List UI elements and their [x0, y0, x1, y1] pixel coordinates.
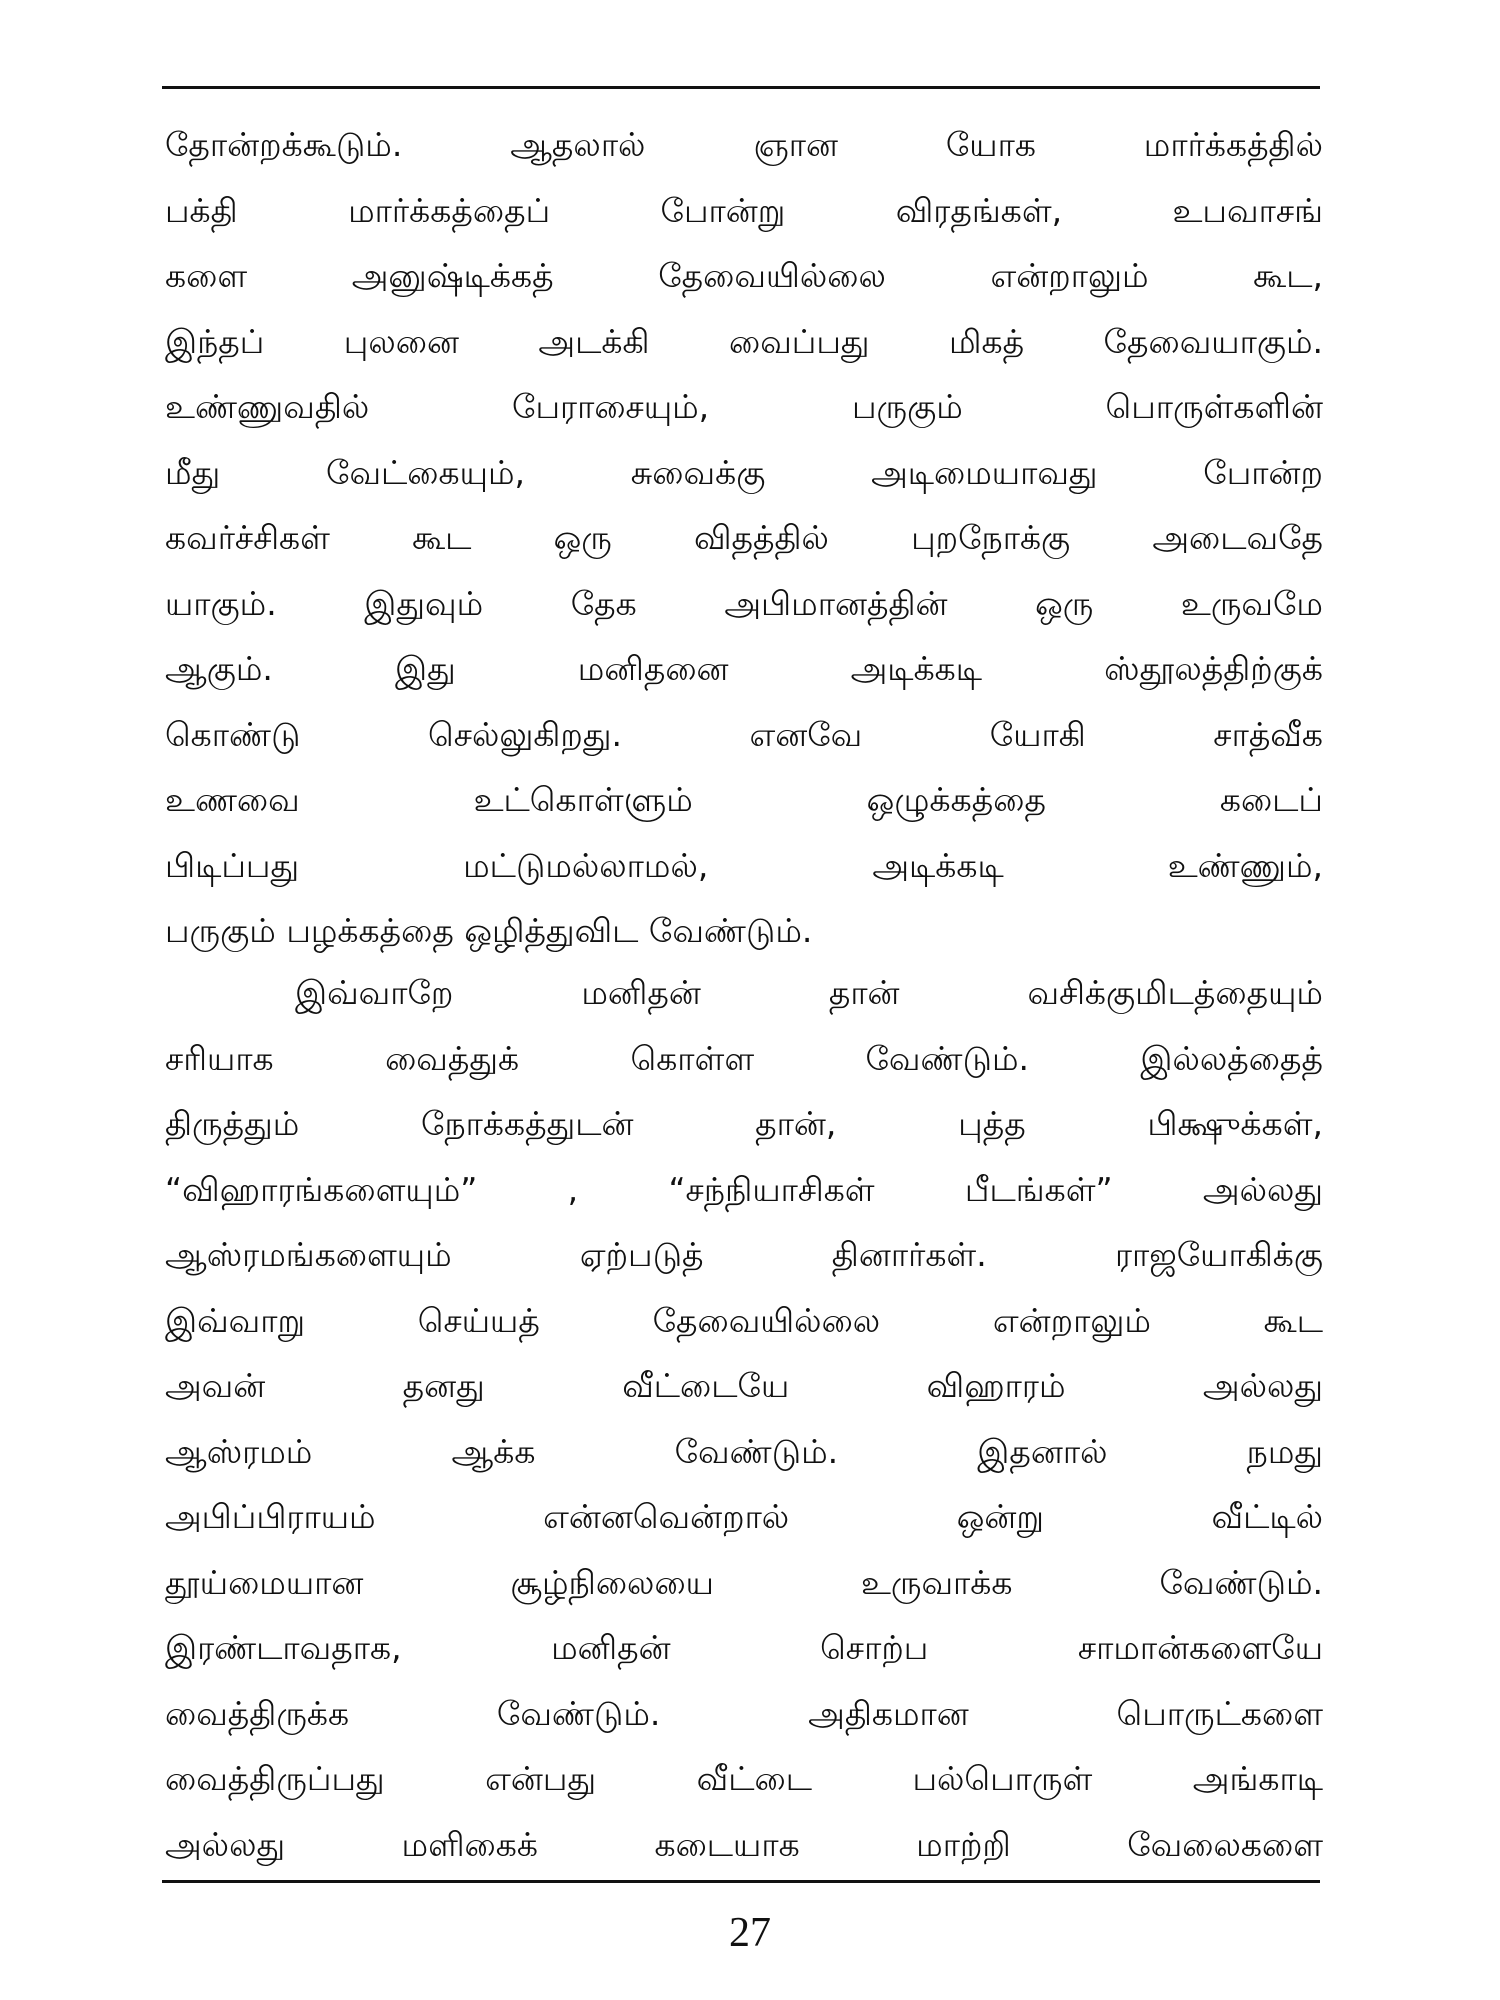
text-line: சரியாக வைத்துக் கொள்ள வேண்டும். இல்லத்தைத்	[165, 1038, 1323, 1078]
text-line: பக்தி மார்க்கத்தைப் போன்று விரதங்கள், உபவாசங்	[165, 190, 1323, 230]
text-line: அல்லது மளிகைக் கடையாக மாற்றி வேலைகளை	[165, 1824, 1323, 1864]
paragraph-1	[165, 112, 1323, 964]
text-line: உணவை உட்கொள்ளும் ஒழுக்கத்தை கடைப்	[165, 780, 1323, 819]
text-line: தூய்மையான சூழ்நிலையை உருவாக்க வேண்டும்.	[165, 1562, 1323, 1602]
text-line: உண்ணுவதில் பேராசையும், பருகும் பொருள்களின்	[165, 387, 1323, 426]
text-line: வைத்திருக்க வேண்டும். அதிகமான பொருட்களை	[165, 1693, 1323, 1733]
text-line: திருத்தும் நோக்கத்துடன் தான், புத்த பிக்ஷுக்கள்,	[165, 1104, 1323, 1143]
text-line: யாகும். இதுவும் தேக அபிமானத்தின் ஒரு உருவமே	[165, 583, 1323, 623]
text-line: பருகும் பழக்கத்தை ஒழித்துவிட வேண்டும்.	[165, 911, 813, 950]
text-line: பிடிப்பது மட்டுமல்லாமல், அடிக்கடி உண்ணும்,	[165, 845, 1323, 885]
text-line: இந்தப் புலனை அடக்கி வைப்பது மிகத் தேவையாகும்.	[165, 321, 1323, 361]
text-line: கொண்டு செல்லுகிறது. எனவே யோகி சாத்வீக	[165, 714, 1323, 754]
paragraph-2	[165, 960, 1323, 1877]
text-line: களை அனுஷ்டிக்கத் தேவையில்லை என்றாலும் கூட,	[165, 256, 1323, 295]
text-line: இவ்வாறே மனிதன் தான் வசிக்குமிடத்தையும்	[295, 973, 1323, 1012]
text-line: வைத்திருப்பது என்பது வீட்டை பல்பொருள் அங்காடி	[165, 1759, 1323, 1798]
text-line: ஆகும். இது மனிதனை அடிக்கடி ஸ்தூலத்திற்குக்	[165, 649, 1323, 688]
bottom-rule	[162, 1880, 1320, 1883]
text-line: இவ்வாறு செய்யத் தேவையில்லை என்றாலும் கூட	[165, 1300, 1323, 1340]
text-line: ஆஸ்ரமம் ஆக்க வேண்டும். இதனால் நமது	[165, 1431, 1323, 1471]
text-line: அவன் தனது வீட்டையே விஹாரம் அல்லது	[165, 1366, 1323, 1405]
text-line: இரண்டாவதாக, மனிதன் சொற்ப சாமான்களையே	[165, 1628, 1323, 1667]
page-number: 27	[729, 1910, 771, 1956]
text-line: மீது வேட்கையும், சுவைக்கு அடிமையாவது போன்ற	[165, 452, 1323, 492]
text-line: அபிப்பிராயம் என்னவென்றால் ஒன்று வீட்டில்	[165, 1497, 1323, 1536]
top-rule	[162, 86, 1320, 89]
text-line: கவர்ச்சிகள் கூட ஒரு விதத்தில் புறநோக்கு அடைவதே	[165, 518, 1323, 557]
text-line: ஆஸ்ரமங்களையும் ஏற்படுத் தினார்கள். ராஜயோகிக்கு	[165, 1235, 1323, 1274]
text-line: “விஹாரங்களையும்” , “சந்நியாசிகள் பீடங்கள்” அல்லது	[165, 1169, 1323, 1209]
text-line: தோன்றக்கூடும். ஆதலால் ஞான யோக மார்க்கத்தில்	[165, 125, 1323, 164]
